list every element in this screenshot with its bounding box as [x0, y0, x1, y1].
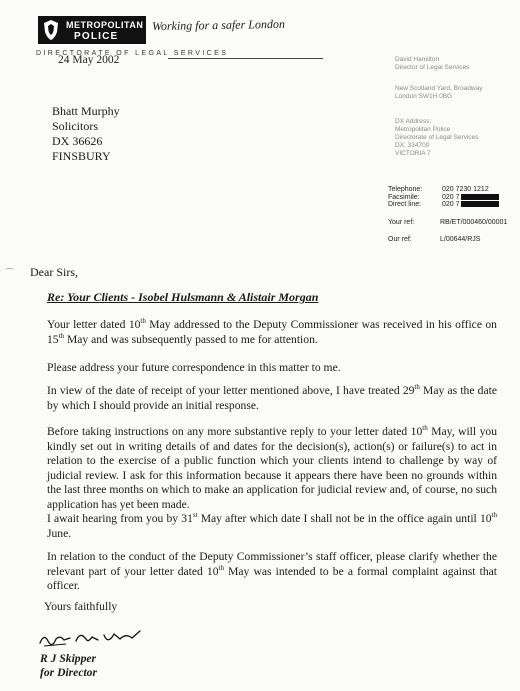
signatory-role: for Director — [40, 666, 97, 679]
your-ref-value: RB/ET/000460/00001 — [440, 219, 508, 226]
sender-block — [395, 56, 469, 72]
sender-name: David Hamilton — [395, 56, 440, 63]
facsimile-value: 020 7 — [442, 193, 460, 201]
header-rule — [168, 58, 323, 59]
dx-line: Directorate of Legal Services — [395, 134, 479, 141]
address-line: New Scotland Yard, Broadway — [395, 85, 483, 92]
addressee-line: DX 36626 — [52, 134, 103, 148]
addressee-line: Bhatt Murphy — [52, 104, 120, 118]
paragraph-4: Before taking instructions on any more substantive reply to your letter dated 10th May, will you kindly set out in writing details of and dates for the decision(s), action(s) or failure(s) to act in relation to the exercise of a public function which your clients intend to challenge by way of judicial review. I ask for this information because it appears there have been no grounds within the last three months on which to make an application for judicial review and, of course, no such application has yet been made. — [47, 424, 497, 511]
telephone-value: 020 7230 1212 — [442, 186, 489, 193]
our-ref-label: Our ref: — [388, 236, 412, 243]
paragraph-5: I await hearing from you by 31st May after which date I shall not be in the office again until 10th June. — [47, 511, 497, 540]
contact-labels — [388, 186, 422, 209]
dx-line: DX: 334700 — [395, 142, 430, 149]
direct-row — [442, 201, 499, 209]
dx-line: Metropolitan Police — [395, 126, 451, 133]
addressee-line: FINSBURY — [52, 149, 111, 163]
logo-line1: METROPOLITAN — [66, 20, 144, 30]
subject-line: Re: Your Clients - Isobel Hulsmann & Alistair Morgan — [47, 290, 319, 304]
addressee-block — [52, 104, 120, 164]
paragraph-6: In relation to the conduct of the Deputy Commissioner’s staff officer, please clarify whether the relevant part of your letter dated 10th May was intended to be a formal complaint against that officer. — [47, 550, 497, 593]
telephone-label: Telephone: — [388, 186, 423, 193]
facsimile-row — [442, 194, 499, 202]
addressee-line: Solicitors — [52, 119, 99, 133]
paragraph-2: Please address your future correspondence in this matter to me. — [47, 361, 341, 374]
closing: Yours faithfully — [44, 600, 118, 613]
dx-line: DX Address: — [395, 118, 432, 125]
paragraph-1: Your letter dated 10th May addressed to the Deputy Commissioner was received in his office on 15th May and was subsequently passed to me for attention. — [47, 317, 497, 346]
crest-icon — [42, 19, 60, 41]
slogan: Working for a safer London — [151, 16, 286, 34]
paragraph-3: In view of the date of receipt of your letter mentioned above, I have treated 29th May as the date by which I should provide an initial response. — [47, 383, 497, 412]
signatory-name: R J Skipper — [40, 652, 97, 665]
signatory — [40, 652, 97, 680]
signature-image — [36, 625, 146, 650]
our-ref-value: L/00644/RJS — [440, 236, 481, 243]
redaction-block — [461, 194, 499, 200]
redaction-block — [461, 201, 499, 207]
dx-line: VICTORIA 7 — [395, 150, 431, 157]
contact-values — [442, 186, 499, 209]
logo-line2: POLICE — [74, 31, 119, 42]
facsimile-label: Facsimile: — [388, 193, 420, 201]
direct-line-value: 020 7 — [442, 201, 460, 208]
sender-title: Director of Legal Services — [395, 64, 470, 71]
police-logo — [38, 16, 146, 44]
directorate-label: DIRECTORATE OF LEGAL SERVICES — [36, 50, 229, 57]
dx-address — [395, 118, 478, 158]
your-ref-label: Your ref: — [388, 219, 415, 226]
salutation: Dear Sirs, — [30, 265, 78, 279]
punch-hole-mark: ⁀ — [6, 268, 14, 278]
direct-line-label: Direct line: — [388, 201, 422, 208]
letter-date: 24 May 2002 — [58, 54, 120, 66]
sender-address — [395, 85, 483, 101]
address-line: London SW1H 0BG — [395, 93, 453, 100]
